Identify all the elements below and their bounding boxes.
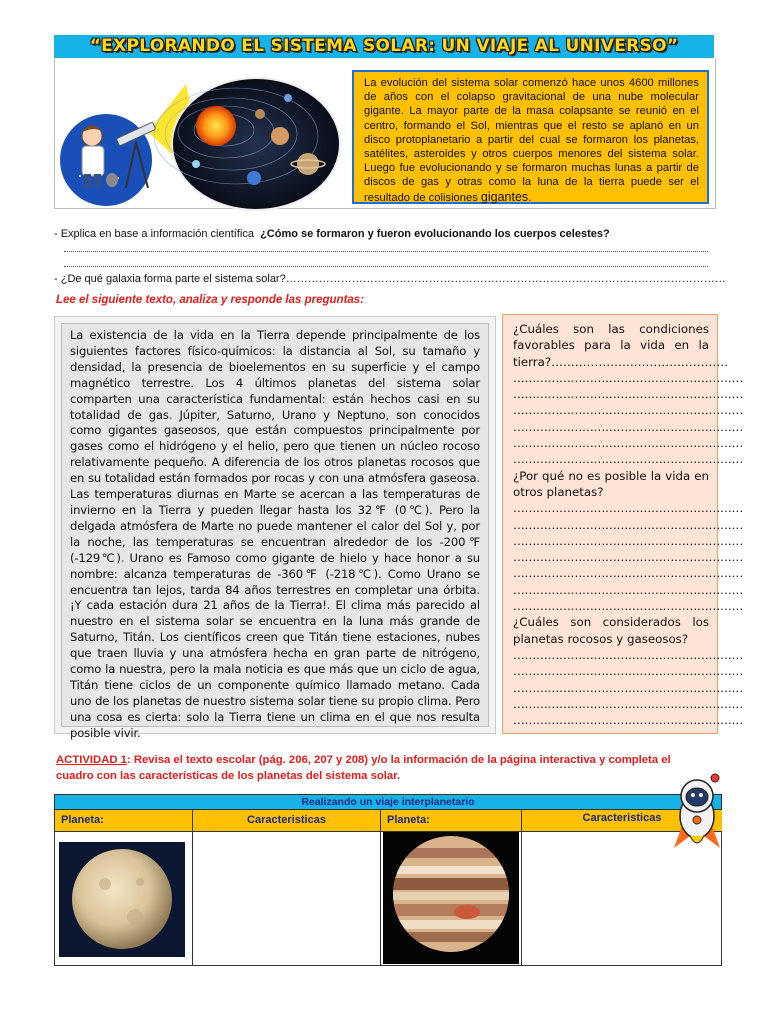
answer-line[interactable]: …………………………………………………… bbox=[513, 403, 743, 418]
column-header-planet: Planeta: bbox=[381, 810, 522, 832]
answer-line[interactable]: …………………………………………………… bbox=[513, 582, 743, 597]
reading-text: La existencia de la vida en la Tierra depende principalmente de los siguientes factores físico-químicos: la distancia al Sol, su tamaño y densidad, la presencia de bioelementos en su superficie y el campo magnético terrestre. Los 4 últimos planetas del sistema solar comparten una característica fundamental: están hechos casi en su totalidad de gas. Júpiter, Saturno, Urano y Neptuno, son conocidos como gigantes gaseosos, que están compuestos principalmente por gases como el hidrógeno y el helio, pero que tienen un núcleo rocoso relativamente pequeño. A diferencia de los otros planetas rocosos que en su totalidad están formados por rocas y con una atmósfera gaseosa. Las temperaturas diurnas en Marte se acercan a las temperaturas de invierno en la Tierra y pueden llegar hasta los 32℉ (0℃). Pero la delgada atmósfera de Marte no puede mantener el calor del Sol y, por la noche, las temperaturas se encuentran alrededor de los -200℉ (-129℃). Urano es Famoso como gigante de hielo y hace honor a su nombre: alcanza temperaturas de -360℉ (-218℃). Como Urano se encuentra tan lejos, tarda 84 años terrestres en completar una órbita. ¡Y cada estación dura 21 años de la Tierra!. El clima más parecido al nuestro en el sistema solar se encuentra en la luna más grande de Saturno, Titán. Los científicos creen que Titán tiene estaciones, nubes que traen lluvia y una atmósfera hecha en gran parte de nitrógeno, como la nuestra, pero la mala noticia es que más que un ciclo de agua, Titán tiene ciclos de un componente químico llamado metano. Cada uno de los planetas de nuestro sistema solar tiene su propio clima. Pero una cosa es cierta: solo la Tierra tiene un clima en el que nos resulta posible vivir. bbox=[61, 323, 489, 727]
planet-icon bbox=[255, 109, 265, 119]
reading-panel bbox=[54, 316, 496, 740]
sun-icon bbox=[196, 106, 236, 146]
planet-icon bbox=[297, 153, 319, 175]
answer-line[interactable]: …………………………………………………… bbox=[513, 517, 743, 532]
blue-backdrop bbox=[60, 114, 152, 206]
question-1-bold: ¿Cómo se formaron y fueron evolucionando los cuerpos celestes? bbox=[260, 228, 610, 240]
question-1-prefix: - Explica en base a información científica bbox=[54, 228, 254, 240]
question-1 bbox=[54, 228, 610, 240]
page-title: “EXPLORANDO EL SISTEMA SOLAR: UN VIAJE AL UNIVERSO” bbox=[89, 36, 679, 56]
intro-last-word: gigantes. bbox=[480, 189, 532, 204]
reading-instruction: Lee el siguiente texto, analiza y responde las preguntas: bbox=[56, 294, 365, 306]
answer-line[interactable]: …………………………………………………… bbox=[513, 566, 743, 581]
planet-icon bbox=[284, 94, 292, 102]
questions-panel bbox=[502, 314, 743, 734]
answer-line[interactable] bbox=[64, 266, 708, 267]
activity-text: : Revisa el texto escolar (pág. 206, 207 y 208) y/o la información de la página interactiva y completa el cuadro con las características de los planetas del sistema solar. bbox=[56, 754, 671, 782]
solar-system-illustration bbox=[56, 68, 352, 208]
table-cell-planet-image bbox=[381, 832, 522, 965]
planet-icon bbox=[192, 160, 200, 168]
answer-line[interactable]: …………………………………………………… bbox=[513, 664, 743, 679]
column-header-characteristics: Caracteristicas bbox=[522, 810, 722, 832]
side-question-3: ¿Cuáles son considerados los planetas rocosos y gaseosos? bbox=[513, 615, 709, 646]
answer-line[interactable]: …………………………………………………… bbox=[513, 436, 743, 451]
venus-planet-image bbox=[55, 832, 191, 964]
answer-line[interactable]: …………………………………………………… bbox=[513, 550, 743, 565]
column-header-planet: Planeta: bbox=[55, 810, 193, 832]
answer-line[interactable]: …………………………………………………… bbox=[513, 419, 743, 434]
answer-line[interactable]: …………………………………………………… bbox=[513, 680, 743, 695]
jupiter-planet-image bbox=[381, 832, 520, 964]
answer-line[interactable]: …………………………………………………… bbox=[513, 599, 743, 614]
answer-line[interactable] bbox=[64, 251, 708, 252]
answer-line[interactable]: …………………………………………………… bbox=[513, 501, 743, 516]
space-circle bbox=[172, 78, 340, 210]
intro-text: La evolución del sistema solar comenzó hace unos 4600 millones de años con el colapso gravitacional de una nube molecular gigante. La mayor parte de la masa colapsante se reunió en el centro, formando el Sol, mientras que el resto se aplanó en un disco protoplanetario a partir del cual se formaron los planetas, satélites, asteroides y otros cuerpos menores del sistema solar. Luego fue evolucionando y se formaron muchas lunas a partir de discos de gas y otras como la luna de la tierra puede ser el resultado de colisiones bbox=[364, 77, 699, 204]
planet-icon bbox=[271, 127, 289, 145]
activity-label: ACTIVIDAD 1 bbox=[56, 754, 127, 766]
astronaut-rocket-icon bbox=[668, 770, 726, 852]
answer-line[interactable]: …………………………………………………… bbox=[513, 647, 743, 662]
side-question-1: ¿Cuáles son las condiciones favorables para la vida en la tierra?……………………………………… bbox=[513, 322, 729, 369]
question-2: - ¿De qué galaxia forma parte el sistema solar?………………………………………………………………………………………………………… bbox=[54, 273, 726, 285]
solar-system-illustration-svg bbox=[56, 68, 352, 208]
column-header-characteristics: Caracteristicas bbox=[193, 810, 381, 832]
answer-line[interactable]: …………………………………………………… bbox=[513, 452, 743, 467]
table-title: Realizando un viaje interplanetario bbox=[55, 795, 721, 810]
planet-icon bbox=[247, 171, 261, 185]
answer-line[interactable]: …………………………………………………… bbox=[513, 533, 743, 548]
answer-line[interactable]: …………………………………………………… bbox=[513, 713, 743, 728]
planets-table bbox=[54, 794, 722, 966]
answer-line[interactable]: …………………………………………………… bbox=[513, 696, 743, 711]
answer-line[interactable]: …………………………………………………… bbox=[513, 387, 743, 402]
title-bar bbox=[54, 35, 714, 58]
intro-text-box bbox=[352, 70, 709, 204]
activity-1 bbox=[56, 752, 696, 784]
table-cell-planet-image bbox=[55, 832, 193, 965]
answer-line[interactable]: …………………………………………………… bbox=[513, 370, 743, 385]
table-cell-characteristics[interactable] bbox=[193, 832, 381, 965]
side-question-2: ¿Por qué no es posible la vida en otros planetas? bbox=[513, 468, 709, 499]
